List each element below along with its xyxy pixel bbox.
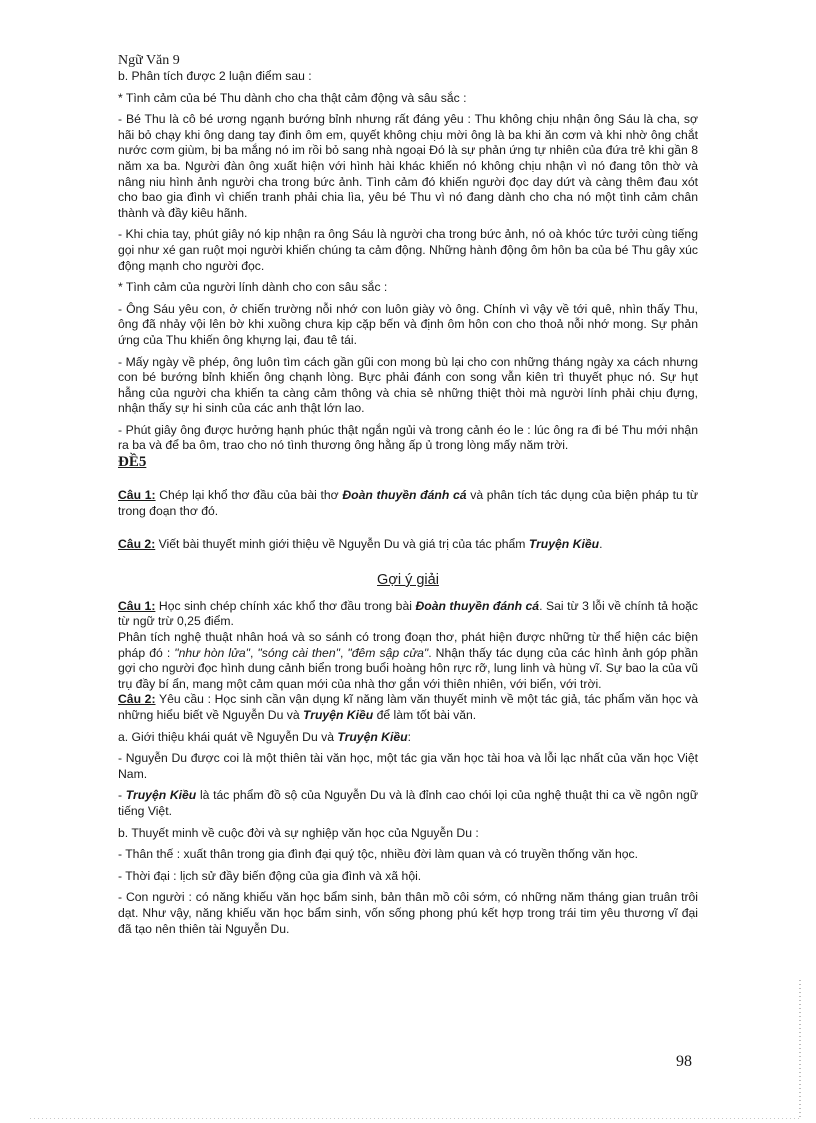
question-1-work-title: Đoàn thuyền đánh cá	[342, 488, 467, 503]
quote-1: "như hòn lửa"	[174, 645, 250, 660]
quote-2: "sóng cài then"	[257, 645, 340, 660]
answer-2-text-end: để làm tốt bài văn.	[373, 708, 477, 722]
answer-1	[118, 599, 698, 630]
page-border-bottom	[30, 1118, 800, 1119]
point2-paragraph-1: - Ông Sáu yêu con, ở chiến trường nỗi nhớ con luôn giày vò ông. Chính vì vậy về tới quê, nhìn thấy Thu, ông đã nhảy vội lên bờ khi xuồng chưa kịp cặp bến và định ôm hôn con cho thoả nỗi nhớ mong. Sự phản ứng của Thu khiến ông khựng lại, đau tê tái.	[118, 301, 698, 347]
section-a-heading	[118, 730, 698, 746]
answer-1-label: Câu 1:	[118, 598, 156, 613]
section-a-text: a. Giới thiệu khái quát về Nguyễn Du và	[118, 729, 338, 744]
point1-paragraph-1: - Bé Thu là cô bé ương ngạnh bướng bỉnh nhưng rất đáng yêu : Thu không chịu nhận ông Sáu là cha, sợ hãi bỏ chạy khi ông dang tay đinh ôm em, quyết không chịu mời ông là ba khi ăn cơm và khi nhờ ông chắt nước cơm giùm, bị ba mắng nó im rồi bỏ sang nhà ngoại Đó là sự phản ứng tự nhiên của đứa trẻ khi gần 8 năm xa ba. Người đàn ông xuất hiện với hình hài khác khiến nó không chịu nhận vì nó đang tôn thờ và nâng niu hình ảnh người cha trong bức ảnh. Tình cảm đó khiến người đọc day dứt và càng thêm đau xót cho bao gia đình vì chiến tranh phải chia lìa, yêu bé Thu vì nó đang dành cho cha nó một tình cảm chân thành và đầy kiêu hãnh.	[118, 112, 698, 220]
quote-separator: ,	[249, 645, 258, 660]
question-1	[118, 488, 698, 519]
point2-paragraph-3: - Phút giây ông được hưởng hạnh phúc thật ngắn ngủi và trong cảnh éo le : lúc ông ra đi bé Thu mới nhận ra ba và để ba ôm, trao cho nó tình thương ông hằng ấp ủ trong lòng mấy năm trời.	[118, 422, 698, 453]
answer-1-analysis	[118, 630, 698, 692]
analysis-text: Phân tích nghệ thuật nhân hoá và so sánh có trong đoạn thơ, phát hiện được những từ thể hiện các biện pháp đó :	[118, 630, 698, 660]
question-2-label: Câu 2:	[118, 537, 156, 552]
point2-title: * Tình cảm của người lính dành cho con sâu sắc :	[118, 280, 388, 295]
point1-title: * Tình cảm của bé Thu dành cho cha thật cảm động và sâu sắc :	[118, 90, 467, 105]
answer-2-label: Câu 2:	[118, 692, 156, 707]
analysis-text-end: . Nhận thấy tác dụng của các hình ảnh góp phần gợi cho người đọc hình dung cảnh biển trong buổi hoàng hôn rực rỡ, lung linh và hùng vĩ. Sự bao la của vũ trụ đầy bí ẩn, mang một cảm quan mới của nhà thơ gắn với thiên nhiên, với biển, với trời.	[118, 645, 699, 691]
answer-2-text: Yêu cầu : Học sinh cần vận dụng kĩ năng làm văn thuyết minh về một tác giả, tác phẩm văn học và những hiểu biết về Nguyễn Du và	[118, 692, 698, 722]
question-1-label: Câu 1:	[118, 488, 156, 503]
section-a-p2-text: là tác phẩm đồ sộ của Nguyễn Du và là đỉnh cao chói lọi của nghệ thuật thi ca về ngôn ngữ tiếng Việt.	[118, 788, 698, 818]
answer-2-work-title: Truyện Kiều	[303, 708, 374, 722]
section-a-paragraph-1: - Nguyễn Du được coi là một thiên tài văn học, một tác gia văn học tài hoa và lỗi lạc nhất của văn học Việt Nam.	[118, 751, 698, 781]
section-a-paragraph-2	[118, 788, 698, 819]
page-header: Ngữ Văn 9	[118, 53, 180, 68]
answer-1-text: Học sinh chép chính xác khổ thơ đầu trong bài	[155, 598, 416, 613]
question-1-text: Chép lại khổ thơ đầu của bài thơ	[155, 488, 343, 503]
question-2-text: Viết bài thuyết minh giới thiệu về Nguyễn Du và giá trị của tác phẩm	[155, 537, 529, 552]
intro-line: b. Phân tích được 2 luận điểm sau :	[118, 69, 312, 83]
answer-1-text-end: . Sai từ 3 lỗi về chính tả hoặc từ ngữ trừ 0,25 điểm.	[118, 598, 698, 629]
point1-paragraph-2: - Khi chia tay, phút giây nó kịp nhận ra ông Sáu là người cha trong bức ảnh, nó oà khóc tức tưởi cùng tiếng gọi như xé gan ruột mọi người khiến chúng ta cảm động. Những hành động ôm hôn ba của bé Thu gây xúc động mạnh cho người đọc.	[118, 227, 698, 273]
exam-title: ĐỀ5	[118, 454, 147, 471]
section-a-work-title: Truyện Kiều	[337, 729, 408, 744]
section-b-heading: b. Thuyết minh về cuộc đời và sự nghiệp văn học của Nguyễn Du :	[118, 825, 479, 840]
hint-title: Gợi ý giải	[377, 571, 439, 588]
section-a-p2-work-title: Truyện Kiều	[125, 788, 197, 803]
section-a-tail: :	[407, 729, 411, 744]
section-b-paragraph-2: - Thời đại : lịch sử đầy biến động của gia đình và xã hội.	[118, 868, 422, 883]
section-b-paragraph-3: - Con người : có năng khiếu văn học bẩm sinh, bản thân mồ côi sớm, có những năm tháng gian truân trôi dạt. Như vậy, năng khiếu văn học bẩm sinh, vốn sống phong phú kết hợp trong trái tim yêu thương vĩ đại đã tạo nên thiên tài Nguyễn Du.	[118, 890, 698, 936]
question-2-text-end: .	[599, 537, 603, 552]
dash: -	[118, 788, 126, 803]
page-border-right	[799, 980, 801, 1120]
quote-separator: ,	[339, 645, 348, 660]
question-1-text-end: và phân tích tác dụng của biện pháp tu từ trong đoạn thơ đó.	[118, 488, 698, 518]
document-page	[118, 52, 698, 943]
point2-paragraph-2: - Mấy ngày về phép, ông luôn tìm cách gần gũi con mong bù lại cho con những tháng ngày xa cách nhưng con bé bướng bỉnh khiến ông chạnh lòng. Bực phải đánh con song vẫn kiên trì thuyết phục nó. Sự hụt hẫng của người cha khiến ta càng cảm thông và chia sẻ những thiệt thòi mà người lính phải chịu đựng, nhận thấy sự hi sinh của các anh thật lớn lao.	[118, 354, 698, 416]
section-b-paragraph-1: - Thân thế : xuất thân trong gia đình đại quý tộc, nhiều đời làm quan và có truyền thống văn học.	[118, 847, 638, 862]
answer-2	[118, 692, 698, 723]
answer-1-work-title: Đoàn thuyền đánh cá	[415, 598, 540, 613]
quote-3: "đêm sập cửa"	[347, 645, 429, 660]
page-number: 98	[676, 1053, 692, 1070]
question-2	[118, 537, 698, 553]
question-2-work-title: Truyện Kiều	[528, 537, 600, 552]
